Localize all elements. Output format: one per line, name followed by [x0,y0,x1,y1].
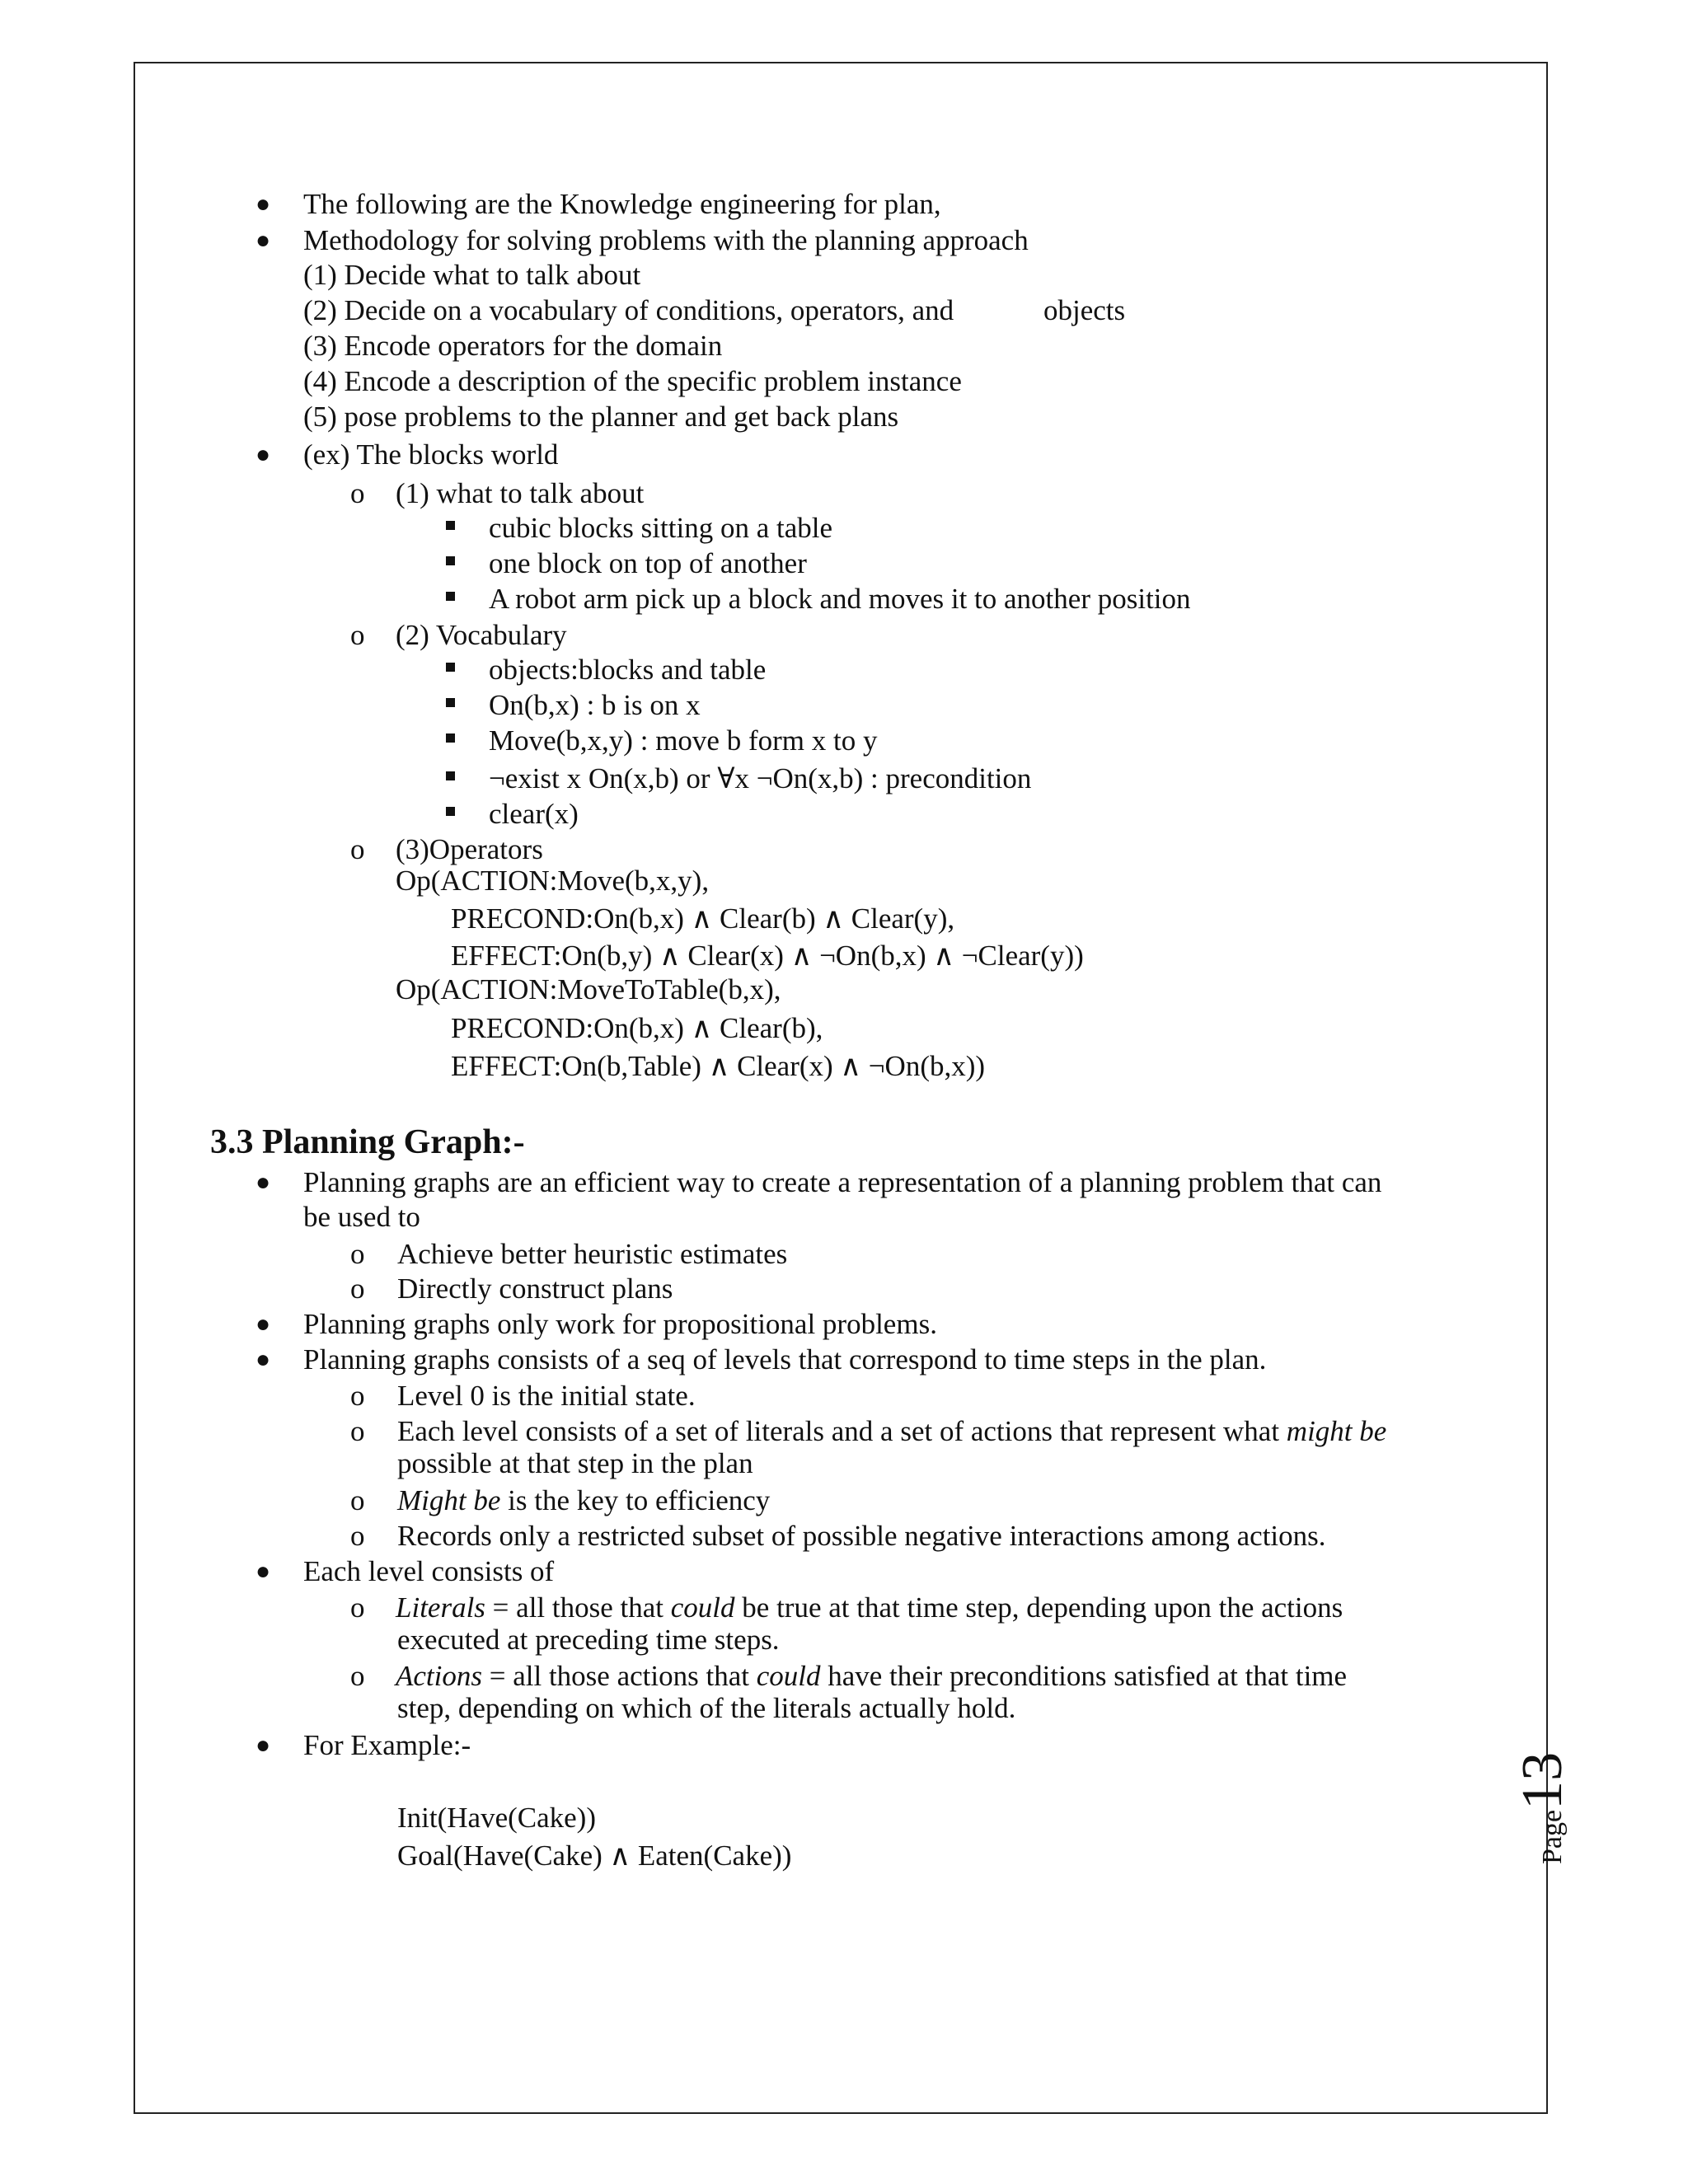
square-bullet [446,556,455,565]
bullet: ● [256,1310,271,1338]
op-movetotable-effect: EFFECT:On(b,Table) ∧ Clear(x) ∧ ¬On(b,x)) [451,1050,986,1082]
circle-bullet: o [350,1484,365,1516]
op-movetotable-action: Op(ACTION:MoveToTable(b,x), [396,973,781,1005]
square-bullet [446,807,455,816]
example-init: Init(Have(Cake)) [397,1802,596,1834]
op-move-precond: PRECOND:On(b,x) ∧ Clear(b) ∧ Clear(y), [451,902,955,935]
vocab-item-2: On(b,x) : b is on x [489,689,701,721]
bullet: ● [256,1346,271,1373]
talk-title: (1) what to talk about [396,477,645,509]
section-heading: 3.3 Planning Graph:- [210,1123,525,1161]
emphasis: might be [1286,1415,1387,1447]
pg-bullet-4: Each level consists of [303,1555,555,1587]
circle-bullet: o [350,1660,365,1692]
talk-item-3: A robot arm pick up a block and moves it to another position [489,583,1191,615]
square-bullet [446,771,455,780]
step-3: (3) Encode operators for the domain [303,330,723,362]
circle-bullet: o [350,477,365,509]
intro-bullet-2: Methodology for solving problems with the planning approach [303,224,1029,256]
pg-level0: Level 0 is the initial state. [397,1380,696,1412]
emphasis: Might be [397,1484,501,1516]
pg-actions-line-1 [396,1659,1347,1694]
ops-title: (3)Operators [396,833,543,865]
intro-bullet-3: (ex) The blocks world [303,438,559,471]
circle-bullet: o [350,1520,365,1552]
step-2: (2) Decide on a vocabulary of conditions, operators, and [303,294,954,326]
pg-bullet-1-line-2: be used to [303,1201,420,1233]
talk-item-1: cubic blocks sitting on a table [489,512,832,544]
step-2-tail: objects [1043,294,1126,326]
square-bullet [446,698,455,707]
bullet: ● [256,227,271,254]
step-4: (4) Encode a description of the specific problem instance [303,365,962,397]
talk-item-2: one block on top of another [489,547,807,579]
square-bullet [446,521,455,530]
emphasis: could [670,1591,735,1624]
text-run: = all those actions that [481,1660,757,1692]
text-run: Each level consists of a set of literals and a set of actions that represent what [397,1415,1287,1447]
pg-bullet-3: Planning graphs consists of a seq of levels that correspond to time steps in the plan. [303,1343,1267,1376]
text-run: = all those that [485,1591,671,1624]
square-bullet [446,663,455,672]
square-bullet [446,592,455,601]
pg-records: Records only a restricted subset of possible negative interactions among actions. [397,1520,1326,1552]
emphasis: could [756,1660,821,1692]
pg-literals-line-2: executed at preceding time steps. [397,1624,780,1656]
page-number: 13 [1511,1751,1574,1810]
text-run: is the key to efficiency [500,1484,771,1516]
page-number-label [1510,1752,1576,1864]
vocab-item-3: Move(b,x,y) : move b form x to y [489,724,878,757]
bullet: ● [256,1169,271,1196]
op-move-effect: EFFECT:On(b,y) ∧ Clear(x) ∧ ¬On(b,x) ∧ ¬Clear(y)) [451,940,1084,972]
op-movetotable-precond: PRECOND:On(b,x) ∧ Clear(b), [451,1012,823,1044]
circle-bullet: o [350,1238,365,1270]
step-1: (1) Decide what to talk about [303,259,641,291]
step-5: (5) pose problems to the planner and get back plans [303,401,899,433]
vocab-item-4: ¬exist x On(x,b) or ∀x ¬On(x,b) : precondition [489,762,1032,794]
bullet: ● [256,1732,271,1759]
circle-bullet: o [350,1415,365,1447]
pg-literals-line-1 [396,1591,1343,1625]
bullet: ● [256,190,271,218]
example-goal: Goal(Have(Cake) ∧ Eaten(Cake)) [397,1840,792,1872]
pg-bullet-2: Planning graphs only work for propositional problems. [303,1308,937,1340]
bullet: ● [256,1558,271,1585]
pg-actions-line-2: step, depending on which of the literals actually hold. [397,1692,1016,1724]
pg-each-level-line-1 [397,1414,1386,1449]
emphasis: Actions [396,1660,482,1692]
bullet: ● [256,441,271,468]
square-bullet [446,733,455,743]
emphasis: Literals [396,1591,485,1624]
circle-bullet: o [350,1380,365,1412]
circle-bullet: o [350,1591,365,1624]
pg-sub-2: Directly construct plans [397,1272,673,1305]
pg-might-be [397,1483,770,1518]
vocab-title: (2) Vocabulary [396,619,567,651]
intro-bullet-1: The following are the Knowledge engineering for plan, [303,188,941,220]
text-run: have their preconditions satisfied at that time [820,1660,1348,1692]
text-run: be true at that time step, depending upon the actions [734,1591,1343,1624]
vocab-item-1: objects:blocks and table [489,654,767,686]
circle-bullet: o [350,1272,365,1305]
circle-bullet: o [350,833,365,865]
pg-each-level-line-2: possible at that step in the plan [397,1447,753,1479]
pg-bullet-1-line-1: Planning graphs are an efficient way to create a representation of a planning problem that can [303,1166,1382,1198]
page-word: Page [1537,1809,1568,1864]
pg-sub-1: Achieve better heuristic estimates [397,1238,788,1270]
op-move-action: Op(ACTION:Move(b,x,y), [396,865,710,897]
vocab-item-5: clear(x) [489,798,579,830]
circle-bullet: o [350,619,365,651]
pg-bullet-5: For Example:- [303,1729,471,1761]
